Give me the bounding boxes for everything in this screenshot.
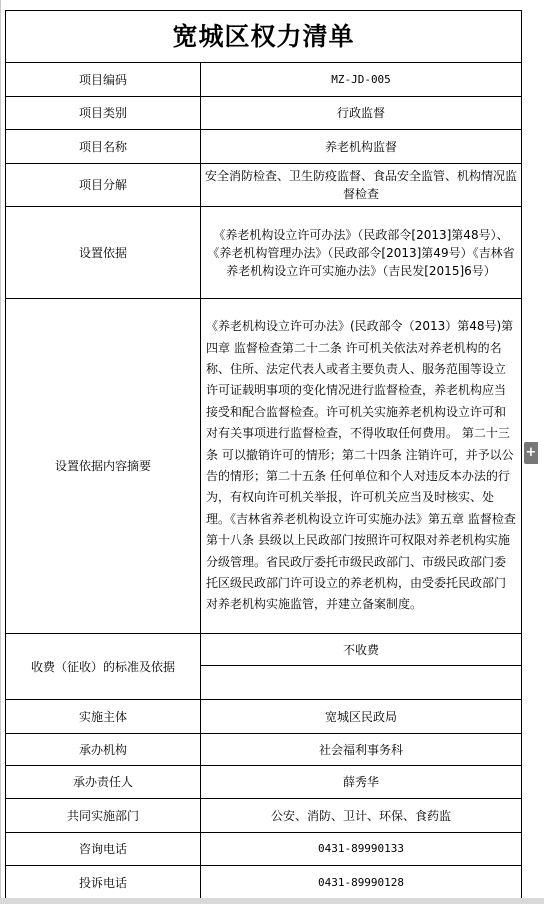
page-left-edge: [0, 0, 1, 904]
table-row: [6, 634, 522, 666]
row-value-complaint-phone: 0431-89990128: [201, 866, 522, 900]
table-row: [6, 207, 522, 299]
row-value-subject: 宽城区民政局: [201, 700, 522, 734]
row-label-fee: 收费（征收）的标准及依据: [6, 634, 201, 700]
title-row: [6, 11, 522, 63]
row-value-fee-empty: [201, 666, 522, 700]
row-value-joint-departments: 公安、消防、卫计、环保、食药监: [201, 799, 522, 833]
row-label-agency: 承办机构: [6, 734, 201, 766]
row-value-category: 行政监督: [201, 97, 522, 130]
table-row: [6, 799, 522, 833]
table-row: [6, 63, 522, 97]
row-label-breakdown: 项目分解: [6, 164, 201, 207]
table-row: [6, 700, 522, 734]
row-value-basis-summary: 《养老机构设立许可办法》(民政部令（2013）第48号)第四章 监督检查第二十二条 许可机关依法对养老机构的名称、住所、法定代表人或者主要负责人、服务范围等设立许可证载明事项的变化情况进行监督检查，养老机构应当接受和配合监督检查。许可机关实施养老机构设立许可和对有关事项进行监督检查，不得收取任何费用。 第二十三条 可以撤销许可的情形；第二十四条 注销许可，并予以公告的情形；第二十五条 任何单位和个人对违反本办法的行为，有权向许可机关举报，许可机关应当及时核实、处理。《吉林省养老机构设立许可实施办法》第五章 监督检查 第十八条 县级以上民政部门按照许可权限对养老机构实施分级管理。省民政厅委托市级民政部门、市级民政部门委托区级民政部门许可设立的养老机构，由受委托民政部门对养老机构实施监管，并建立备案制度。: [201, 299, 522, 634]
table-row: [6, 833, 522, 866]
row-label-basis: 设置依据: [6, 207, 201, 299]
row-value-consult-phone: 0431-89990133: [201, 833, 522, 866]
table-row: [6, 130, 522, 164]
table-row: [6, 164, 522, 207]
row-label-responsible: 承办责任人: [6, 766, 201, 799]
expand-plus-icon[interactable]: +: [524, 442, 538, 464]
bottom-scrollbar[interactable]: [0, 898, 544, 904]
row-label-consult-phone: 咨询电话: [6, 833, 201, 866]
row-value-code: MZ-JD-005: [201, 63, 522, 97]
row-label-basis-summary: 设置依据内容摘要: [6, 299, 201, 634]
row-value-responsible: 薛秀华: [201, 766, 522, 799]
table-row: [6, 97, 522, 130]
row-value-breakdown: 安全消防检查、卫生防疫监督、食品安全监管、机构情况监督检查: [201, 164, 522, 207]
table-row: [6, 866, 522, 900]
row-label-complaint-phone: 投诉电话: [6, 866, 201, 900]
power-list-table: [5, 10, 522, 900]
table-row: [6, 734, 522, 766]
row-label-code: 项目编码: [6, 63, 201, 97]
row-value-name: 养老机构监督: [201, 130, 522, 164]
table-row: [6, 766, 522, 799]
row-value-basis: 《养老机构设立许可办法》（民政部令[2013]第48号）、《养老机构管理办法》（民政部令[2013]第49号）《吉林省养老机构设立许可实施办法》（吉民发[2015]6号）: [201, 207, 522, 299]
row-value-agency: 社会福利事务科: [201, 734, 522, 766]
page-title: 宽城区权力清单: [6, 11, 522, 63]
row-label-category: 项目类别: [6, 97, 201, 130]
row-value-fee: 不收费: [201, 634, 522, 666]
row-label-joint-departments: 共同实施部门: [6, 799, 201, 833]
row-label-name: 项目名称: [6, 130, 201, 164]
table-row: [6, 299, 522, 634]
row-label-subject: 实施主体: [6, 700, 201, 734]
